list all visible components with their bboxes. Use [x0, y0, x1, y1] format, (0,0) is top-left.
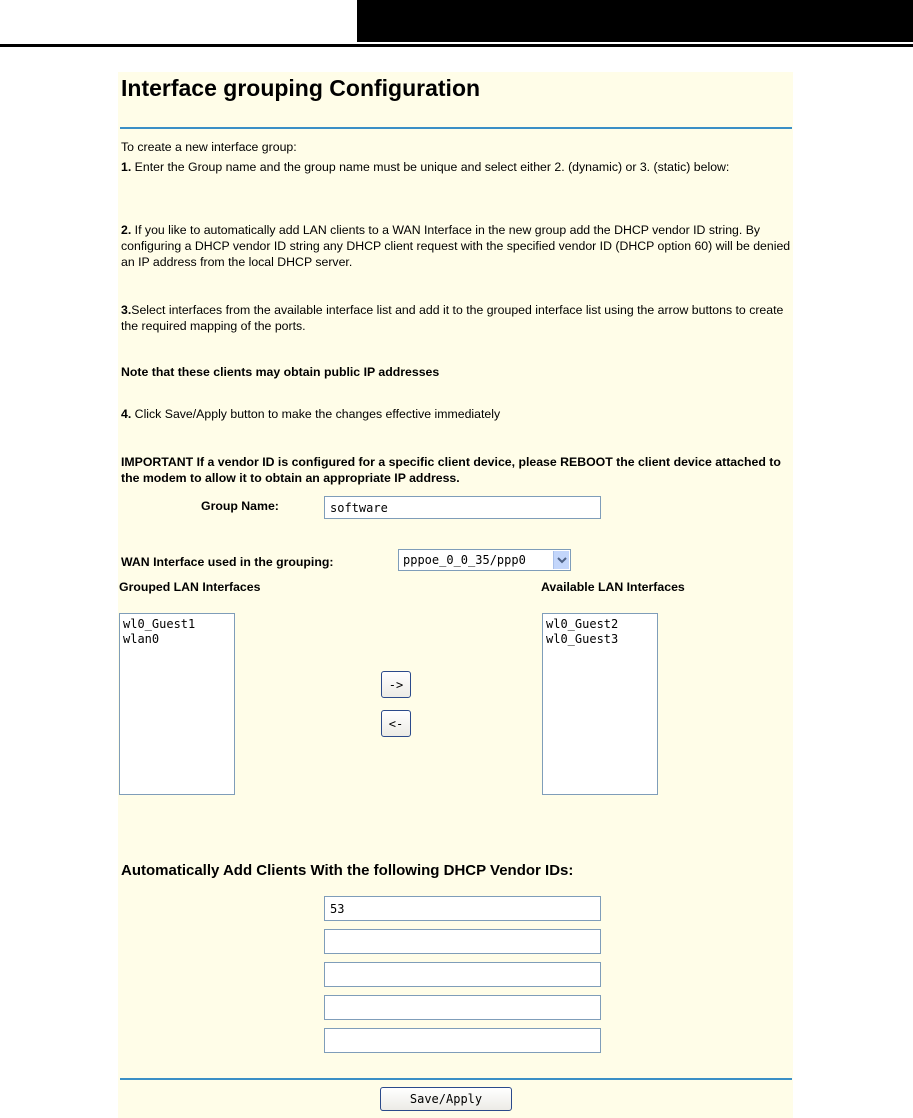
- title-divider: [120, 127, 792, 129]
- vendor-id-input-5[interactable]: [324, 1028, 601, 1053]
- remove-from-grouped-button[interactable]: <-: [381, 710, 411, 737]
- header-black-bar: [357, 0, 913, 42]
- vendor-id-input-1[interactable]: [324, 896, 601, 921]
- group-name-label: Group Name:: [201, 499, 279, 513]
- grouped-lan-list[interactable]: [119, 613, 235, 795]
- grouped-lan-label: Grouped LAN Interfaces: [119, 580, 261, 594]
- vendor-id-input-4[interactable]: [324, 995, 601, 1020]
- note-text: Note that these clients may obtain public IP addresses: [121, 365, 440, 379]
- step-2: [121, 222, 791, 270]
- available-lan-label: Available LAN Interfaces: [541, 580, 685, 594]
- list-item[interactable]: wl0_Guest2: [546, 617, 619, 631]
- save-apply-button[interactable]: Save/Apply: [380, 1087, 512, 1111]
- available-lan-list[interactable]: [542, 613, 658, 795]
- important-text: IMPORTANT If a vendor ID is configured for a specific client device, please REBOOT the client device attached to the modem to allow it to obtain an appropriate IP address.: [121, 455, 781, 485]
- list-item[interactable]: wlan0: [123, 632, 160, 646]
- wan-interface-select[interactable]: [398, 549, 571, 571]
- step-3-number: 3.: [121, 303, 132, 317]
- vendor-ids-heading: Automatically Add Clients With the following DHCP Vendor IDs:: [121, 862, 574, 879]
- wan-interface-label: WAN Interface used in the grouping:: [121, 555, 334, 569]
- list-item[interactable]: wl0_Guest3: [546, 632, 619, 646]
- list-item[interactable]: wl0_Guest1: [123, 617, 196, 631]
- add-to-grouped-button[interactable]: ->: [381, 671, 411, 698]
- step-1-text: Enter the Group name and the group name must be unique and select either 2. (dynamic) or 3. (static) below:: [131, 160, 730, 174]
- step-3: [121, 302, 791, 334]
- step-4: [121, 406, 791, 422]
- step-4-number: 4.: [121, 407, 132, 421]
- vendor-id-input-2[interactable]: [324, 929, 601, 954]
- header-rule: [0, 44, 913, 47]
- page-title: Interface grouping Configuration: [121, 75, 481, 101]
- footer-divider: [120, 1078, 792, 1080]
- chevron-down-icon[interactable]: [553, 551, 569, 569]
- vendor-id-input-3[interactable]: [324, 962, 601, 987]
- step-2-text: If you like to automatically add LAN clients to a WAN Interface in the new group add the DHCP vendor ID string. By configuring a DHCP vendor ID string any DHCP client request with the specified vendor ID (DHCP option 60) will be denied an IP address from the local DHCP server.: [121, 223, 791, 269]
- group-name-input[interactable]: [324, 496, 601, 519]
- step-2-number: 2.: [121, 223, 132, 237]
- step-3-text: Select interfaces from the available interface list and add it to the grouped interface list using the arrow buttons to create the required mapping of the ports.: [121, 303, 784, 333]
- step-4-text: Click Save/Apply button to make the changes effective immediately: [131, 407, 501, 421]
- step-1: [121, 159, 791, 175]
- wan-interface-value: pppoe_0_0_35/ppp0: [403, 553, 526, 567]
- step-1-number: 1.: [121, 160, 132, 174]
- intro-text: To create a new interface group:: [121, 140, 297, 154]
